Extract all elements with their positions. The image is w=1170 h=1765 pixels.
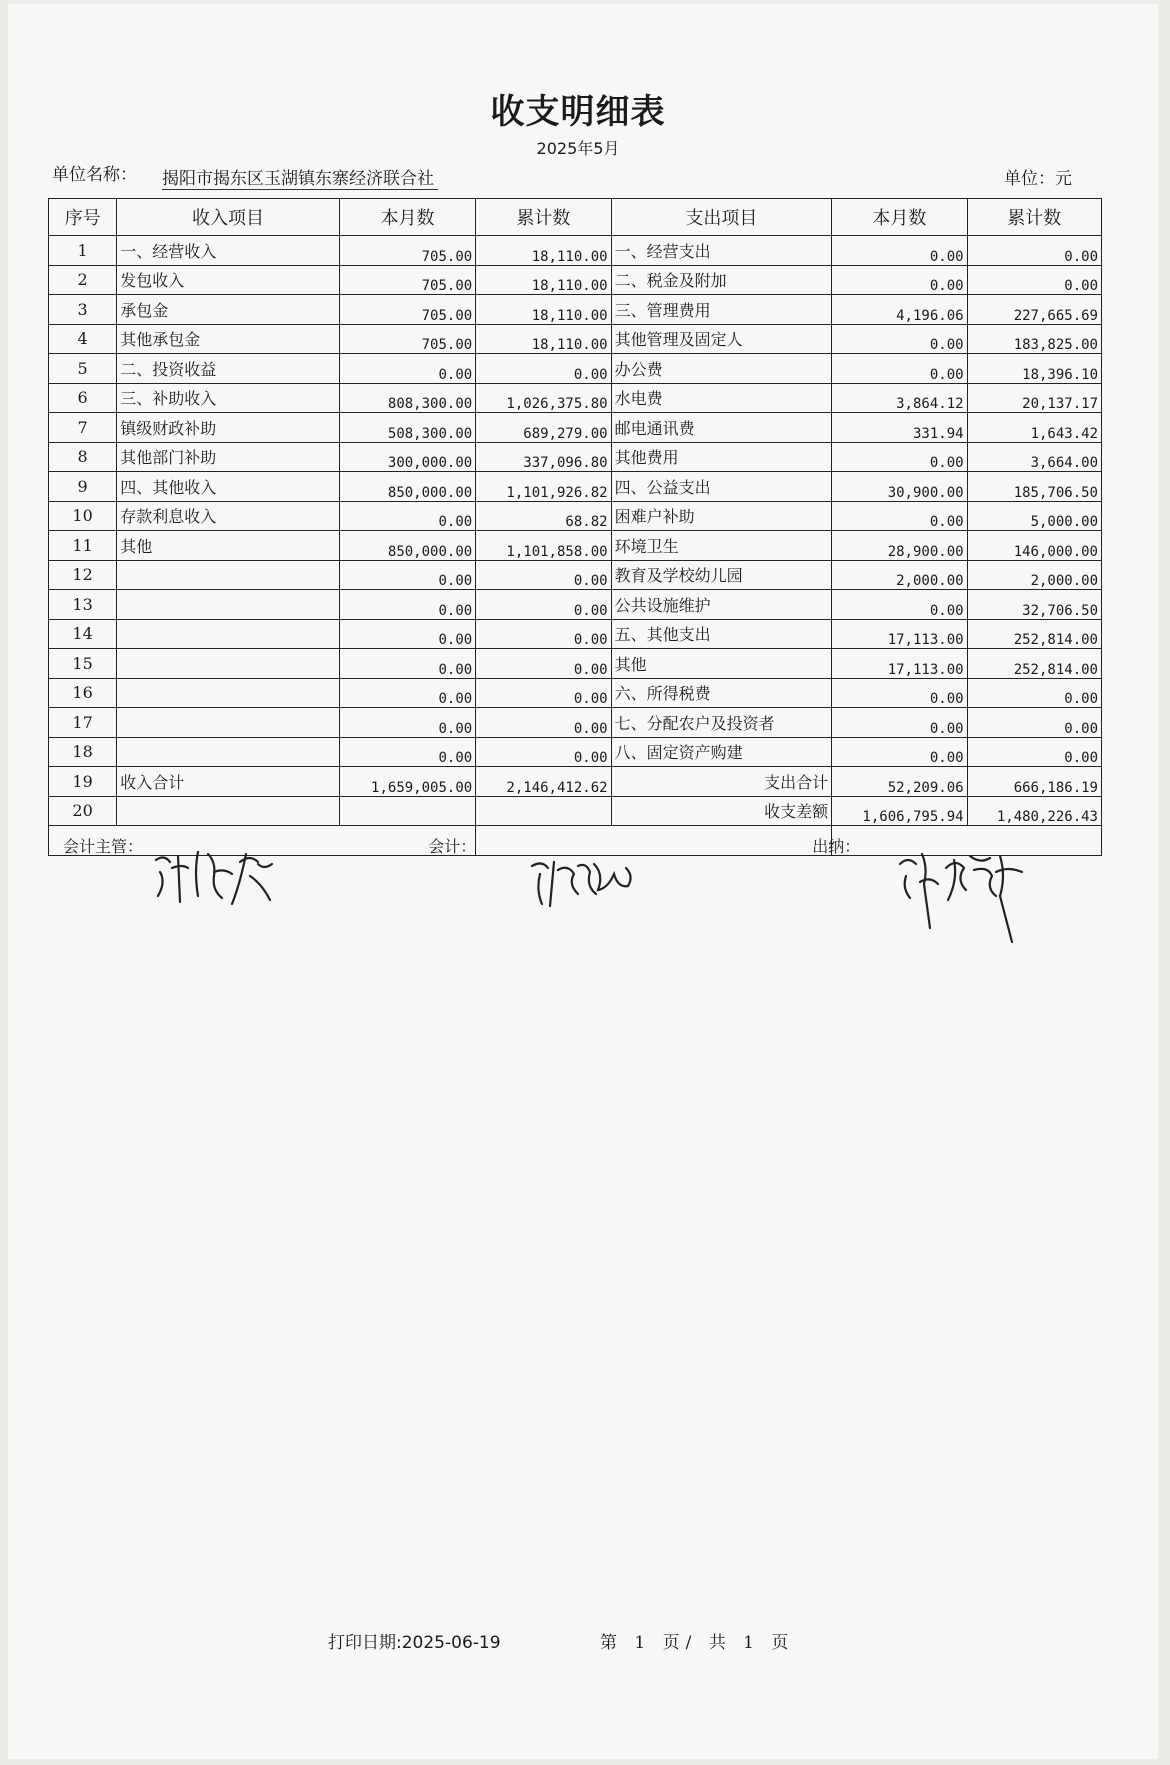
row-income-item (117, 649, 340, 679)
unit-name-value: 揭阳市揭东区玉湖镇东寨经济联合社 (162, 164, 438, 190)
row-seq: 3 (49, 295, 117, 325)
row-expense-cumulative: 0.00 (967, 265, 1101, 295)
row-expense-month: 0.00 (832, 236, 967, 266)
row-income-item: 发包收入 (117, 265, 340, 295)
row-income-cumulative: 0.00 (476, 678, 611, 708)
row-seq: 15 (49, 649, 117, 679)
row-income-item (117, 796, 340, 826)
row-expense-cumulative: 666,186.19 (967, 767, 1101, 797)
row-income-cumulative: 0.00 (476, 708, 611, 738)
row-expense-item: 环境卫生 (611, 531, 832, 561)
accountant-label: 会计： (428, 837, 477, 856)
row-income-cumulative: 18,110.00 (476, 265, 611, 295)
row-income-cumulative: 0.00 (476, 354, 611, 384)
table-row (49, 678, 1102, 708)
row-seq: 13 (49, 590, 117, 620)
row-expense-cumulative: 0.00 (967, 678, 1101, 708)
report-period: 2025年5月 (536, 139, 620, 158)
row-income-month: 0.00 (339, 590, 475, 620)
table-row (49, 619, 1102, 649)
row-income-item (117, 560, 340, 590)
row-income-cumulative: 0.00 (476, 619, 611, 649)
row-income-cumulative: 0.00 (476, 590, 611, 620)
row-expense-month: 30,900.00 (832, 472, 967, 502)
row-income-cumulative: 18,110.00 (476, 295, 611, 325)
table-row (49, 383, 1102, 413)
row-expense-month: 0.00 (832, 590, 967, 620)
row-expense-item: 四、公益支出 (611, 472, 832, 502)
row-expense-cumulative: 5,000.00 (967, 501, 1101, 531)
table-row (49, 649, 1102, 679)
row-expense-month: 17,113.00 (832, 649, 967, 679)
page-indicator: 第 1 页/ 共 1 页 (600, 1633, 795, 1653)
row-expense-cumulative: 0.00 (967, 708, 1101, 738)
row-income-item: 其他承包金 (117, 324, 340, 354)
row-income-cumulative: 337,096.80 (476, 442, 611, 472)
row-expense-month: 1,606,795.94 (832, 796, 967, 826)
row-expense-item: 邮电通讯费 (611, 413, 832, 443)
row-expense-month: 0.00 (832, 265, 967, 295)
income-expense-table (48, 198, 1102, 856)
row-expense-item: 教育及学校幼儿园 (611, 560, 832, 590)
row-income-cumulative: 68.82 (476, 501, 611, 531)
row-expense-cumulative: 3,664.00 (967, 442, 1101, 472)
row-income-item: 其他部门补助 (117, 442, 340, 472)
row-expense-item: 公共设施维护 (611, 590, 832, 620)
header-income-month: 本月数 (339, 199, 475, 236)
row-expense-cumulative: 2,000.00 (967, 560, 1101, 590)
row-income-item: 三、补助收入 (117, 383, 340, 413)
row-income-month: 0.00 (339, 737, 475, 767)
row-seq: 8 (49, 442, 117, 472)
table-row (49, 737, 1102, 767)
row-expense-month: 0.00 (832, 501, 967, 531)
row-expense-item: 其他费用 (611, 442, 832, 472)
row-expense-item: 七、分配农户及投资者 (611, 708, 832, 738)
row-expense-cumulative: 252,814.00 (967, 649, 1101, 679)
row-expense-item: 困难户补助 (611, 501, 832, 531)
row-seq: 4 (49, 324, 117, 354)
row-seq: 5 (49, 354, 117, 384)
row-expense-month: 0.00 (832, 708, 967, 738)
unit-name-label: 单位名称： (52, 165, 137, 185)
row-seq: 1 (49, 236, 117, 266)
row-income-month: 705.00 (339, 265, 475, 295)
row-expense-cumulative: 146,000.00 (967, 531, 1101, 561)
row-expense-month: 0.00 (832, 324, 967, 354)
row-expense-item: 其他管理及固定人 (611, 324, 832, 354)
document-page (8, 4, 1158, 1759)
row-income-month: 0.00 (339, 678, 475, 708)
row-income-month: 705.00 (339, 236, 475, 266)
table-row (49, 236, 1102, 266)
row-income-cumulative: 2,146,412.62 (476, 767, 611, 797)
row-income-month: 705.00 (339, 324, 475, 354)
document-title: 收支明细表 (490, 92, 666, 132)
row-expense-item: 支出合计 (611, 767, 832, 797)
row-expense-month: 331.94 (832, 413, 967, 443)
row-income-cumulative: 1,101,858.00 (476, 531, 611, 561)
row-income-cumulative: 0.00 (476, 737, 611, 767)
row-seq: 19 (49, 767, 117, 797)
table-row (49, 442, 1102, 472)
header-income-item: 收入项目 (117, 199, 340, 236)
row-expense-cumulative: 1,480,226.43 (967, 796, 1101, 826)
row-expense-item: 三、管理费用 (611, 295, 832, 325)
table-row (49, 324, 1102, 354)
row-expense-item: 二、税金及附加 (611, 265, 832, 295)
row-income-item (117, 737, 340, 767)
row-income-month: 1,659,005.00 (339, 767, 475, 797)
row-expense-item: 一、经营支出 (611, 236, 832, 266)
row-income-cumulative: 0.00 (476, 649, 611, 679)
row-expense-cumulative: 252,814.00 (967, 619, 1101, 649)
row-expense-item: 办公费 (611, 354, 832, 384)
row-expense-cumulative: 185,706.50 (967, 472, 1101, 502)
row-expense-month: 0.00 (832, 442, 967, 472)
row-expense-cumulative: 32,706.50 (967, 590, 1101, 620)
row-seq: 18 (49, 737, 117, 767)
row-expense-cumulative: 18,396.10 (967, 354, 1101, 384)
row-seq: 12 (49, 560, 117, 590)
table-row (49, 501, 1102, 531)
header-expense-month: 本月数 (832, 199, 967, 236)
row-income-cumulative: 689,279.00 (476, 413, 611, 443)
row-seq: 7 (49, 413, 117, 443)
row-income-month: 850,000.00 (339, 472, 475, 502)
row-income-month: 300,000.00 (339, 442, 475, 472)
row-expense-month: 52,209.06 (832, 767, 967, 797)
row-expense-month: 2,000.00 (832, 560, 967, 590)
table-row (49, 295, 1102, 325)
table-row (49, 531, 1102, 561)
row-income-cumulative: 18,110.00 (476, 324, 611, 354)
row-income-item: 镇级财政补助 (117, 413, 340, 443)
table-row (49, 354, 1102, 384)
row-income-item (117, 590, 340, 620)
accountant-cell (428, 826, 832, 856)
cashier-signature (896, 842, 1036, 942)
supervisor-label: 会计主管： (63, 837, 144, 856)
row-income-cumulative: 1,026,375.80 (476, 383, 611, 413)
row-seq: 16 (49, 678, 117, 708)
accountant-signature (528, 852, 648, 912)
table-row (49, 413, 1102, 443)
supervisor-signature (150, 842, 290, 922)
row-expense-item: 六、所得税费 (611, 678, 832, 708)
row-expense-month: 4,196.06 (832, 295, 967, 325)
table-row (49, 796, 1102, 826)
header-seq: 序号 (49, 199, 117, 236)
row-income-cumulative: 0.00 (476, 560, 611, 590)
row-expense-month: 0.00 (832, 354, 967, 384)
table-row (49, 472, 1102, 502)
row-income-cumulative: 18,110.00 (476, 236, 611, 266)
row-income-month: 508,300.00 (339, 413, 475, 443)
row-income-item: 其他 (117, 531, 340, 561)
row-seq: 10 (49, 501, 117, 531)
row-income-item: 一、经营收入 (117, 236, 340, 266)
row-income-item: 收入合计 (117, 767, 340, 797)
print-date: 打印日期:2025-06-19 (328, 1633, 501, 1653)
row-seq: 11 (49, 531, 117, 561)
row-expense-month: 28,900.00 (832, 531, 967, 561)
row-income-month: 0.00 (339, 619, 475, 649)
row-seq: 9 (49, 472, 117, 502)
table-row (49, 767, 1102, 797)
row-expense-cumulative: 1,643.42 (967, 413, 1101, 443)
row-seq: 17 (49, 708, 117, 738)
row-income-item (117, 619, 340, 649)
row-income-month: 0.00 (339, 708, 475, 738)
row-income-month: 808,300.00 (339, 383, 475, 413)
row-income-month: 0.00 (339, 649, 475, 679)
row-seq: 14 (49, 619, 117, 649)
row-expense-item: 其他 (611, 649, 832, 679)
row-income-item: 四、其他收入 (117, 472, 340, 502)
row-income-month: 705.00 (339, 295, 475, 325)
currency-unit: 单位：元 (1004, 169, 1072, 189)
row-expense-month: 0.00 (832, 737, 967, 767)
row-expense-cumulative: 0.00 (967, 236, 1101, 266)
row-expense-item: 八、固定资产购建 (611, 737, 832, 767)
row-expense-item: 五、其他支出 (611, 619, 832, 649)
row-income-item: 二、投资收益 (117, 354, 340, 384)
row-expense-item: 水电费 (611, 383, 832, 413)
row-income-month: 850,000.00 (339, 531, 475, 561)
row-expense-cumulative: 20,137.17 (967, 383, 1101, 413)
row-income-cumulative (476, 796, 611, 826)
row-expense-month: 3,864.12 (832, 383, 967, 413)
row-expense-cumulative: 227,665.69 (967, 295, 1101, 325)
table-row (49, 590, 1102, 620)
row-income-month: 0.00 (339, 354, 475, 384)
row-income-month: 0.00 (339, 560, 475, 590)
row-expense-month: 0.00 (832, 678, 967, 708)
row-expense-cumulative: 0.00 (967, 737, 1101, 767)
row-income-item: 存款利息收入 (117, 501, 340, 531)
row-income-month (339, 796, 475, 826)
row-income-item: 承包金 (117, 295, 340, 325)
header-income-cumulative: 累计数 (476, 199, 611, 236)
row-seq: 2 (49, 265, 117, 295)
row-expense-item: 收支差额 (611, 796, 832, 826)
row-seq: 6 (49, 383, 117, 413)
cashier-label: 出纳： (812, 837, 861, 856)
table-row (49, 265, 1102, 295)
table-row (49, 708, 1102, 738)
row-income-item (117, 708, 340, 738)
header-expense-cumulative: 累计数 (967, 199, 1101, 236)
row-seq: 20 (49, 796, 117, 826)
row-income-item (117, 678, 340, 708)
row-income-month: 0.00 (339, 501, 475, 531)
table-body (49, 236, 1102, 826)
table-row (49, 560, 1102, 590)
row-income-cumulative: 1,101,926.82 (476, 472, 611, 502)
header-expense-item: 支出项目 (611, 199, 832, 236)
row-expense-cumulative: 183,825.00 (967, 324, 1101, 354)
table-header-row (49, 199, 1102, 236)
row-expense-month: 17,113.00 (832, 619, 967, 649)
